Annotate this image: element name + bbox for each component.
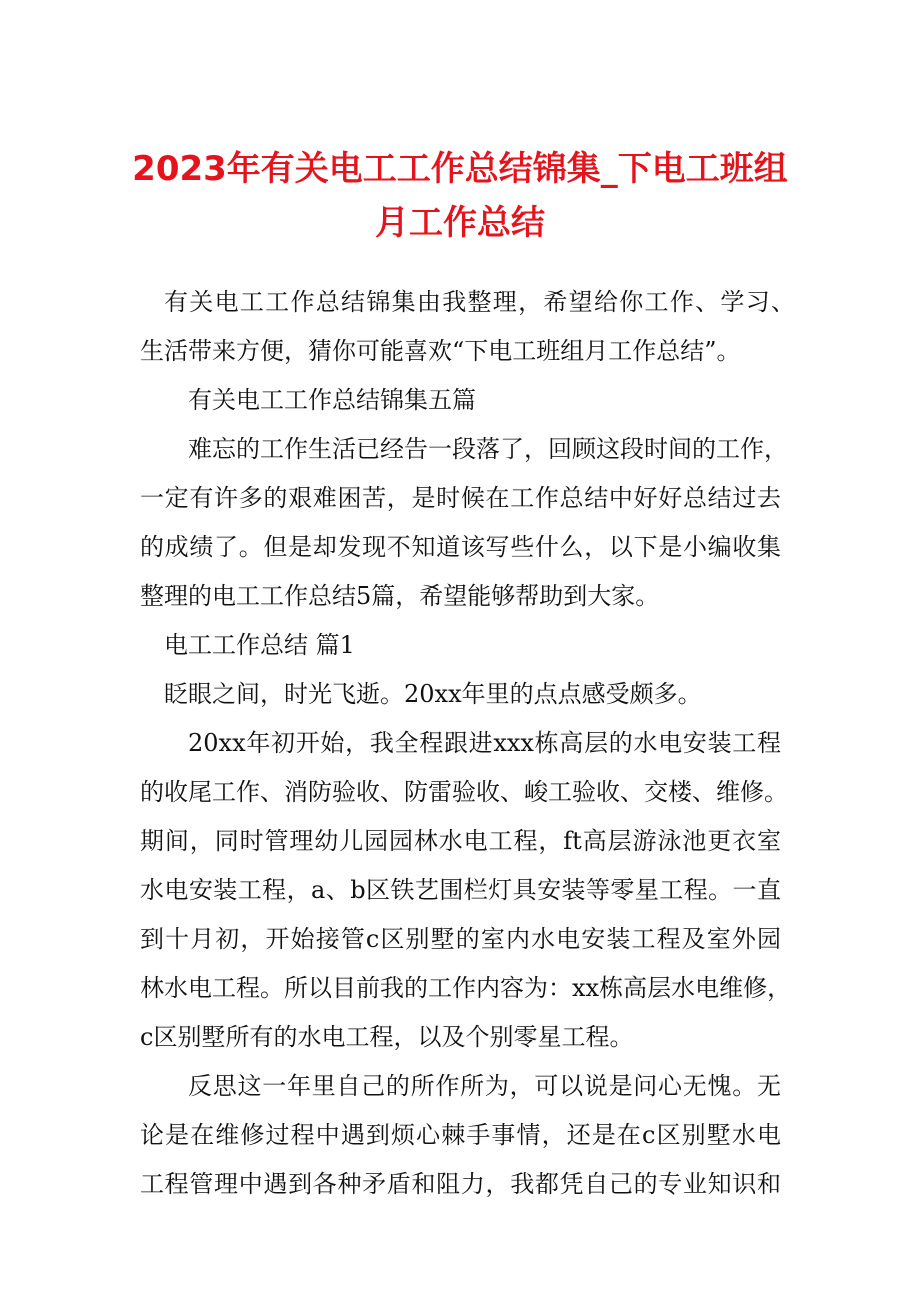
document-title-line-1: 2023年有关电工工作总结锦集_下电工班组 bbox=[132, 149, 788, 189]
paragraph-line: 的收尾工作、消防验收、防雷验收、峻工验收、交楼、维修。 bbox=[140, 778, 788, 806]
paragraph-line: 反思这一年里自己的所作所为，可以说是问心无愧。无 bbox=[188, 1072, 781, 1100]
paragraph-line: 一定有许多的艰难困苦，是时候在工作总结中好好总结过去 bbox=[140, 484, 781, 512]
paragraph-line: 难忘的工作生活已经告一段落了，回顾这段时间的工作， bbox=[188, 435, 788, 463]
paragraph-line: 到十月初，开始接管c区别墅的室内水电安装工程及室外园 bbox=[140, 925, 781, 953]
paragraph-line: 20xx年初开始，我全程跟进xxx栋高层的水电安装工程 bbox=[188, 729, 781, 757]
intro-line-1: 有关电工工作总结锦集由我整理，希望给你工作、学习、 bbox=[164, 288, 795, 316]
paragraph-line: 工程管理中遇到各种矛盾和阻力，我都凭自己的专业知识和 bbox=[140, 1170, 781, 1198]
subsection-heading: 电工工作总结 篇1 bbox=[164, 631, 355, 659]
paragraph-line: 眨眼之间，时光飞逝。20xx年里的点点感受颇多。 bbox=[164, 680, 702, 708]
paragraph-line: 林水电工程。所以目前我的工作内容为：xx栋高层水电维修， bbox=[140, 974, 792, 1002]
paragraph-line: 整理的电工工作总结5篇，希望能够帮助到大家。 bbox=[140, 582, 660, 610]
paragraph-line: 期间，同时管理幼儿园园林水电工程，ft高层游泳池更衣室 bbox=[140, 827, 781, 855]
section-heading: 有关电工工作总结锦集五篇 bbox=[188, 386, 476, 414]
paragraph-line: 水电安装工程，a、b区铁艺围栏灯具安装等零星工程。一直 bbox=[140, 876, 781, 904]
intro-line-2: 生活带来方便，猜你可能喜欢“下电工班组月工作总结”。 bbox=[140, 337, 741, 365]
paragraph-line: 论是在维修过程中遇到烦心棘手事情，还是在c区别墅水电 bbox=[140, 1121, 781, 1149]
paragraph-line: c区别墅所有的水电工程，以及个别零星工程。 bbox=[140, 1023, 634, 1051]
paragraph-line: 的成绩了。但是却发现不知道该写些什么，以下是小编收集 bbox=[140, 533, 781, 561]
document-title-line-2: 月工作总结 bbox=[375, 203, 545, 243]
